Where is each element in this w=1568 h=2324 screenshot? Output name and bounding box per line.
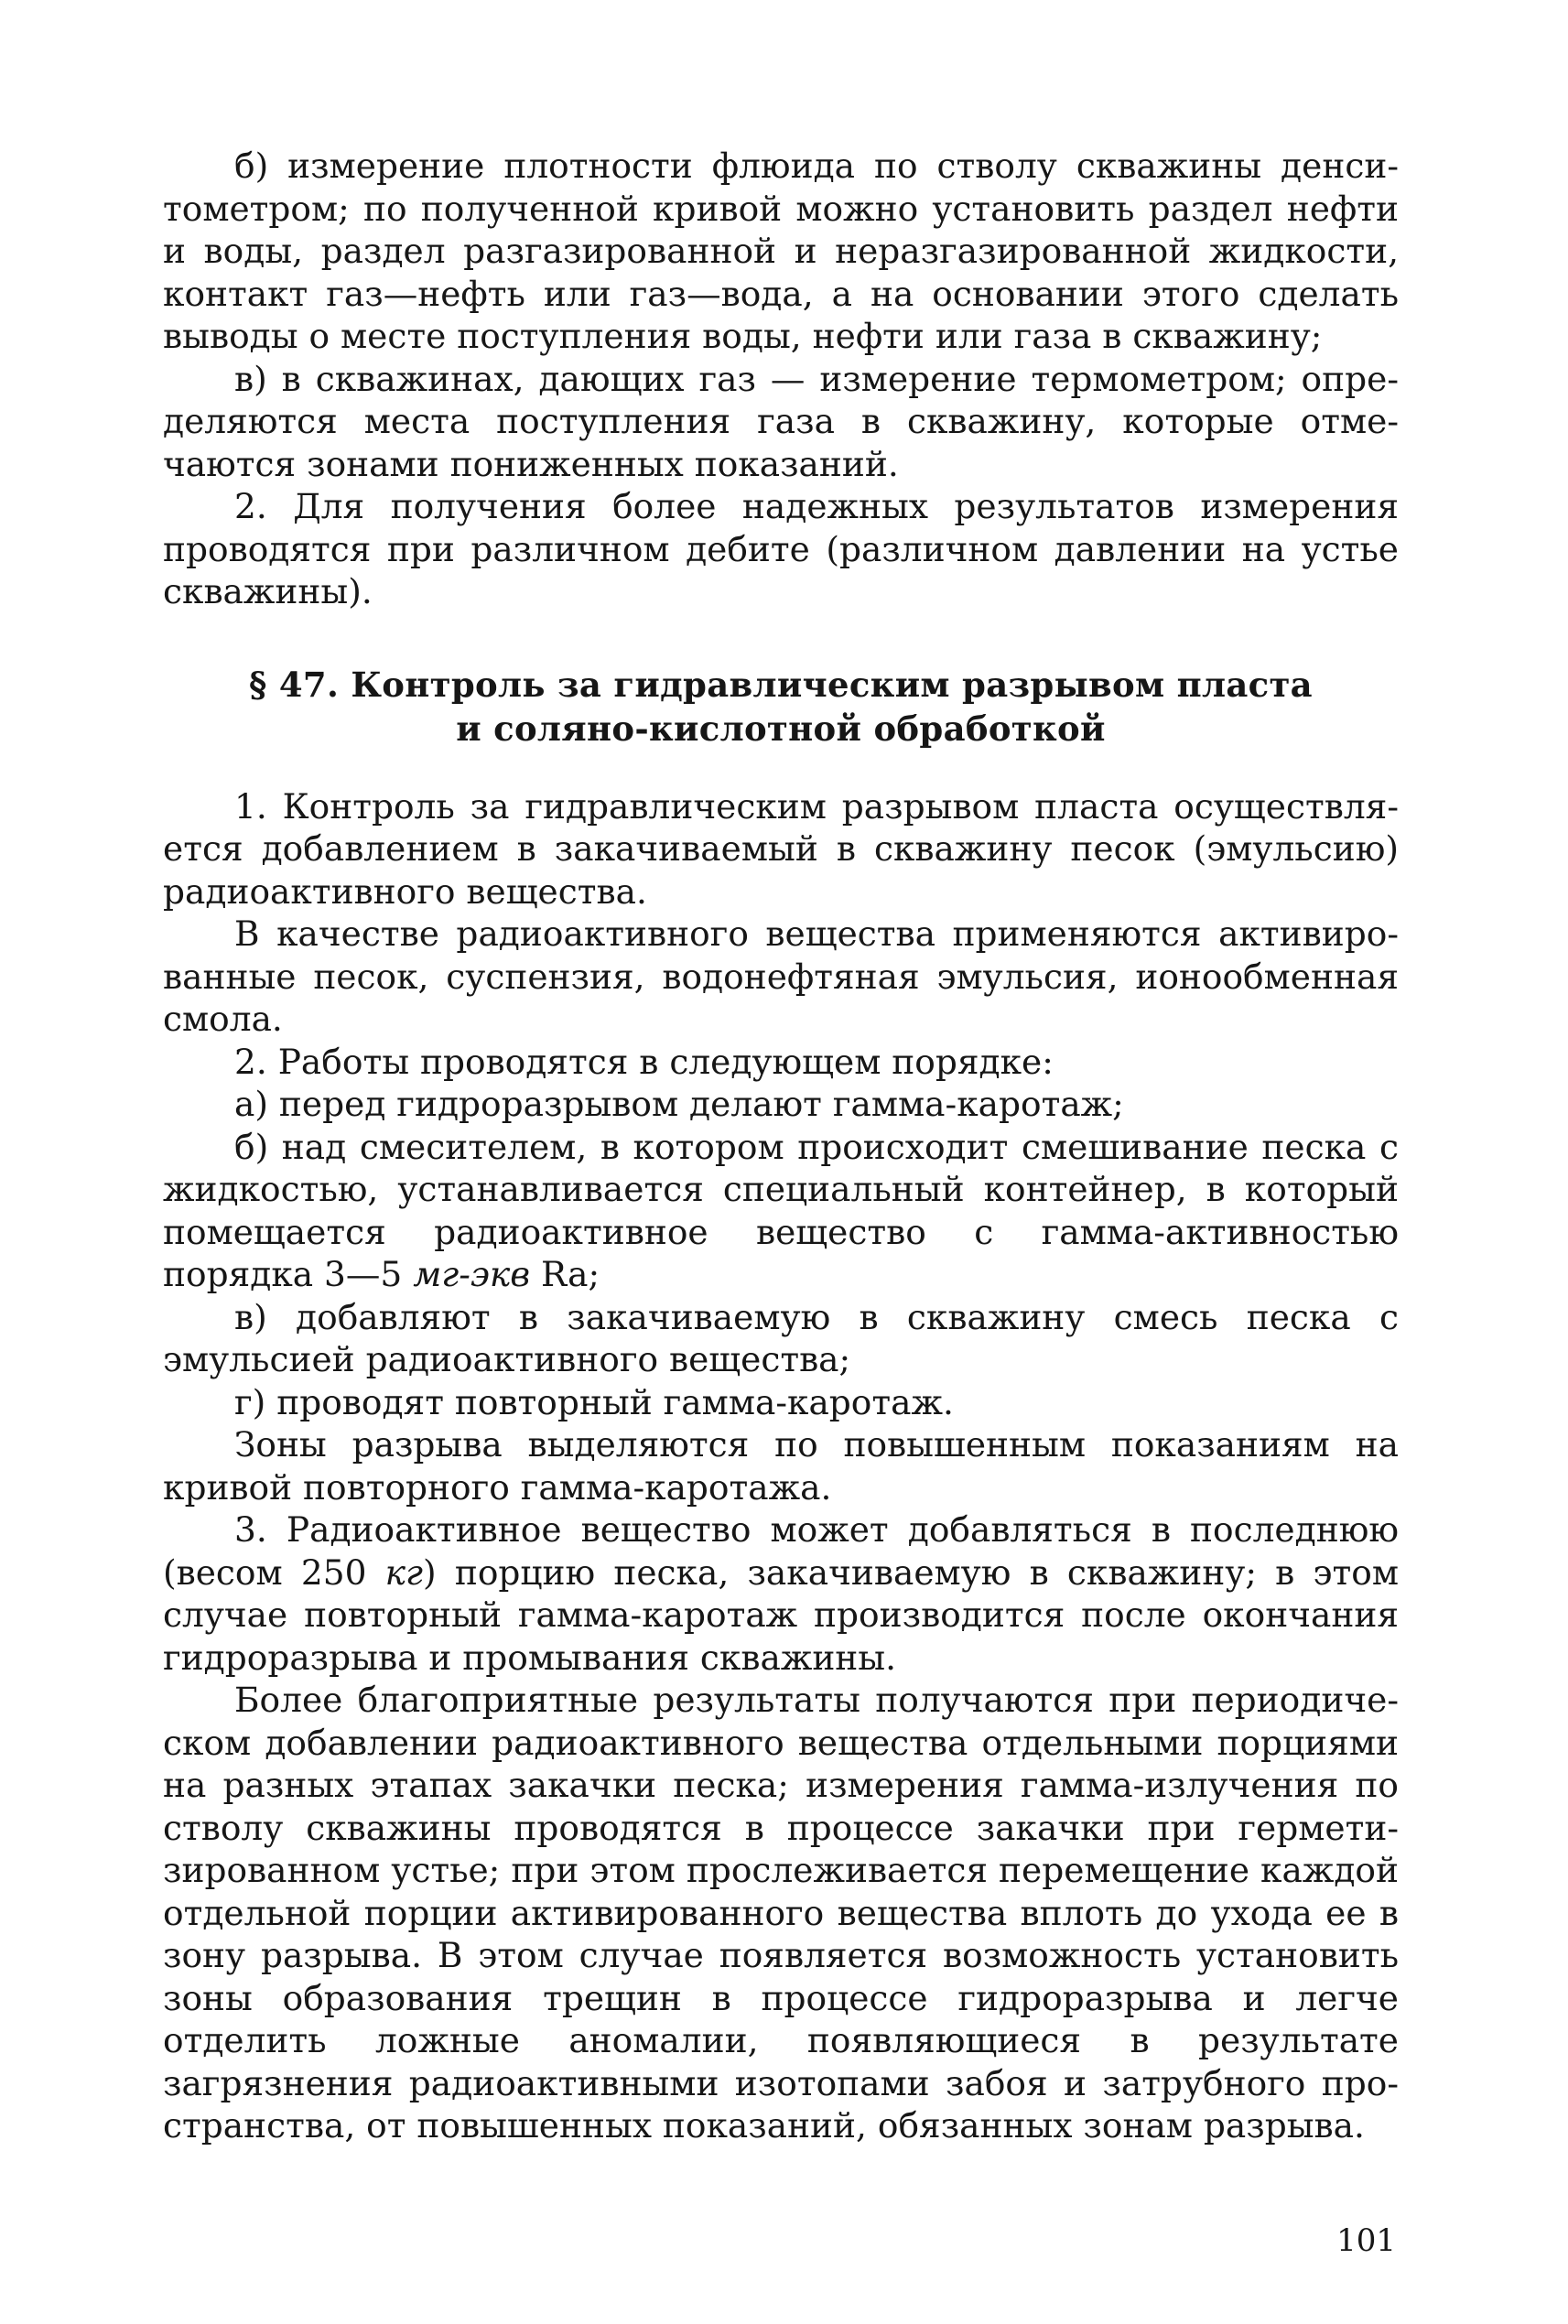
- paragraph-fracture-zones: Зоны разрыва выделяются по повышенным показаниям на кривой повторного гамма-каротажа.: [163, 1424, 1399, 1508]
- paragraph-densitometer: б) измерение плотности флюида по стволу скважины денситометром; по полученной кривой можно установить раздел нефти и воды, раздел разгазированной и неразгазированной жидкости, контакт газ—нефть или газ—вода, а на основании этого сделать выводы о месте поступления воды, нефти или газа в скважину;: [163, 146, 1399, 356]
- last-portion-tail: ) порцию песка, закачиваемую в скважину; в этом случае повторный гамма-каротаж производится после окончания гидроразрыва и промывания скважины.: [163, 1551, 1399, 1678]
- step-b-tail: Ra;: [530, 1254, 600, 1294]
- paragraph-work-order: 2. Работы проводятся в следующем порядке:: [234, 1041, 1054, 1082]
- book-page: [163, 145, 1399, 2147]
- paragraph-activated-materials: В качестве радиоактивного вещества применяются активированные песок, суспензия, водонефтяная эмульсия, ионообменная смола.: [163, 913, 1399, 1039]
- paragraph-reliable-results: 2. Для получения более надежных результатов измерения проводятся при различном дебите (различном давлении на устье скважины).: [163, 486, 1399, 611]
- paragraph-step-v: в) добавляют в закачиваемую в скважину смесь песка с эмульсией радиоактивного вещества;: [163, 1296, 1399, 1379]
- paragraph-thermometer: в) в скважинах, дающих газ — измерение термометром; определяются места поступления газа в скважину, которые отмечаются зонами пониженных показаний.: [163, 358, 1399, 484]
- paragraph-periodic-addition: Более благоприятные результаты получаются при периодическом добавлении радиоактивного вещества отдельными порциями на разных этапах закачки песка; измерения гамма-излучения по стволу скважины проводятся в процессе закачки при герметизированном устье; при этом прослеживается перемещение каждой отдельной порции активированного вещества вплоть до ухода ее в зону разрыва. В этом случае появляется возможность установить зоны образования трещин в процессе гидроразрыва и легче отделить ложные аномалии, появляющиеся в результате загрязнения радиоактивными изотопами забоя и затрубного пространства, от повышенных показаний, обязанных зонам разрыва.: [163, 1680, 1399, 2146]
- step-b-text: б) над смесителем, в котором происходит смешивание песка с жидкостью, устанавливается специальный контейнер, в который помещается радиоактивное вещество с гамма-активностью порядка 3—5: [163, 1126, 1399, 1294]
- page-number: 101: [1336, 2222, 1396, 2259]
- paragraph-last-portion: [163, 1508, 1399, 1679]
- paragraph-step-g: г) проводят повторный гамма-каротаж.: [234, 1381, 954, 1422]
- step-b-unit: мг-экв: [413, 1254, 531, 1294]
- section-heading: [163, 663, 1399, 751]
- paragraph-control-method: 1. Контроль за гидравлическим разрывом пласта осуществляется добавлением в закачиваемый в скважину песок (эмульсию) радиоактивного вещества.: [163, 785, 1399, 912]
- section-heading-line-1: § 47. Контроль за гидравлическим разрывом пласта: [249, 664, 1313, 705]
- paragraph-step-b: [163, 1126, 1399, 1296]
- section-heading-line-2: и соляно-кислотной обработкой: [456, 708, 1106, 749]
- paragraph-step-a: а) перед гидроразрывом делают гамма-каротаж;: [234, 1084, 1124, 1124]
- last-portion-text: 3. Радиоактивное вещество может добавляться в последнюю (весом 250: [163, 1509, 1399, 1593]
- last-portion-unit: кг: [384, 1551, 424, 1593]
